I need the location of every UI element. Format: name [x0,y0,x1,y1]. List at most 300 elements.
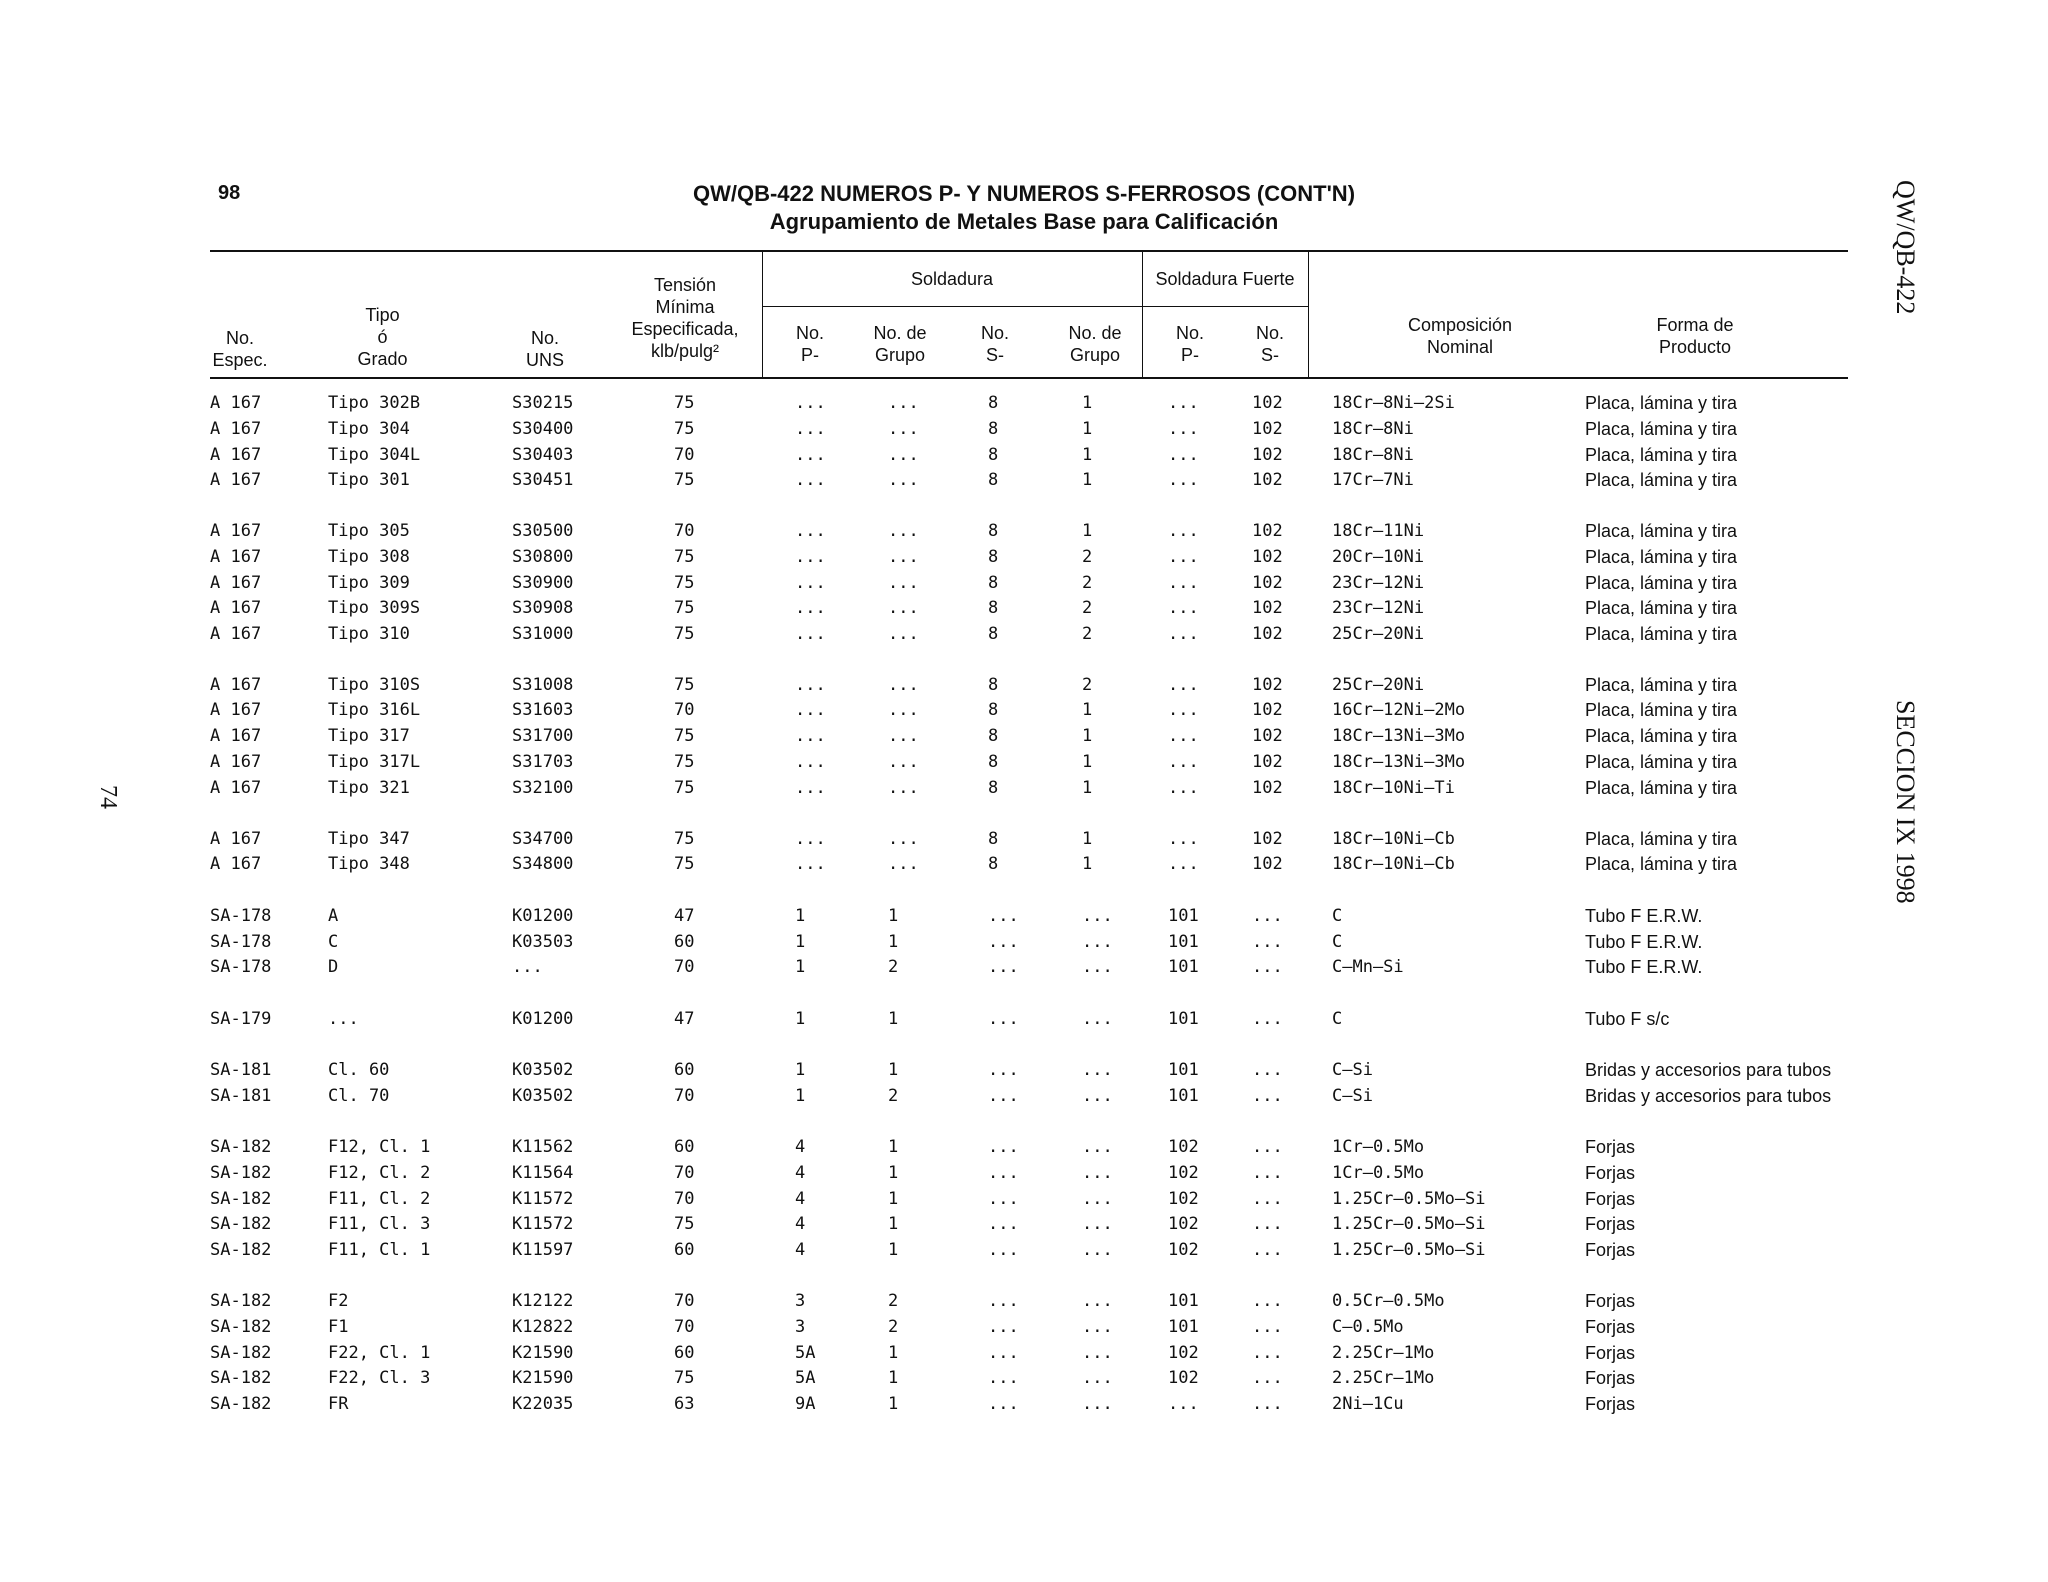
cell-s-group: ... [1082,1214,1113,1234]
cell-type: Tipo 347 [328,829,410,849]
cell-s-group: 2 [1082,547,1093,567]
cell-bs-no: ... [1252,1343,1283,1363]
cell-type: F1 [328,1317,349,1337]
cell-bp-no: 101 [1168,957,1199,977]
cell-p-group: ... [888,700,919,720]
cell-spec: A 167 [210,573,262,593]
cell-form: Placa, lámina y tira [1585,829,1738,849]
cell-uns: K21590 [512,1368,574,1388]
cell-p-no: 1 [795,932,806,952]
cell-type: Cl. 70 [328,1086,390,1106]
cell-tension: 70 [674,521,695,541]
cell-spec: SA-182 [210,1163,272,1183]
table-row [0,777,1850,799]
cell-form: Forjas [1585,1317,1636,1337]
cell-p-no: ... [795,726,826,746]
cell-form: Placa, lámina y tira [1585,675,1738,695]
cell-s-group: 1 [1082,752,1093,772]
cell-bp-no: ... [1168,726,1199,746]
cell-uns: K11572 [512,1214,574,1234]
cell-spec: A 167 [210,624,262,644]
cell-form: Forjas [1585,1368,1636,1388]
header-form [1580,314,1810,358]
table-row [0,520,1850,542]
cell-tension: 70 [674,445,695,465]
cell-p-group: 1 [888,932,899,952]
cell-composition: 0.5Cr–0.5Mo [1332,1291,1445,1311]
table-row [0,1008,1850,1030]
header-soldadura-fuerte: Soldadura Fuerte [1155,269,1295,289]
cell-bp-no: ... [1168,547,1199,567]
table-row [0,828,1850,850]
cell-spec: A 167 [210,521,262,541]
cell-spec: SA-182 [210,1343,272,1363]
cell-form: Placa, lámina y tira [1585,419,1738,439]
cell-bp-no: ... [1168,700,1199,720]
cell-s-no: 8 [988,726,999,746]
cell-s-group: 2 [1082,573,1093,593]
cell-spec: SA-182 [210,1368,272,1388]
cell-bp-no: 102 [1168,1137,1199,1157]
cell-bp-no: ... [1168,521,1199,541]
cell-spec: A 167 [210,700,262,720]
cell-type: A [328,906,339,926]
vline-3 [1308,252,1309,377]
cell-s-group: ... [1082,1240,1113,1260]
cell-s-no: 8 [988,624,999,644]
header-type-line-2: ó [377,327,388,347]
cell-tension: 63 [674,1394,695,1414]
cell-s-no: 8 [988,778,999,798]
table-row [0,931,1850,953]
cell-type: F12, Cl. 1 [328,1137,431,1157]
cell-type: Tipo 302B [328,393,421,413]
cell-uns: S34700 [512,829,574,849]
cell-s-no: ... [988,1189,1019,1209]
cell-type: Tipo 317 [328,726,410,746]
cell-composition: 18Cr–10Ni–Cb [1332,829,1455,849]
cell-type: F22, Cl. 3 [328,1368,431,1388]
cell-form: Placa, lámina y tira [1585,445,1738,465]
cell-s-group: 1 [1082,726,1093,746]
cell-type: Tipo 310S [328,675,421,695]
cell-spec: A 167 [210,598,262,618]
cell-form: Bridas y accesorios para tubos [1585,1060,1832,1080]
cell-spec: SA-181 [210,1060,272,1080]
cell-p-group: ... [888,573,919,593]
cell-type: F12, Cl. 2 [328,1163,431,1183]
cell-s-no: ... [988,1394,1019,1414]
table-row [0,469,1850,491]
side-section: SECCION IX 1998 [1891,700,1920,904]
cell-p-no: 1 [795,1060,806,1080]
cell-spec: A 167 [210,470,262,490]
cell-composition: C [1332,932,1343,952]
cell-tension: 60 [674,1137,695,1157]
cell-p-no: ... [795,547,826,567]
cell-s-group: 1 [1082,521,1093,541]
header-p-no-line-1: No. [795,323,824,343]
group-rule-soldadura [762,306,1308,307]
cell-p-group: ... [888,726,919,746]
cell-bp-no: 102 [1168,1214,1199,1234]
table-row [0,956,1850,978]
cell-s-no: ... [988,1368,1019,1388]
cell-p-no: 1 [795,906,806,926]
header-s-group-line-2: Grupo [1069,345,1121,365]
cell-uns: K01200 [512,1009,574,1029]
cell-type: ... [328,1009,359,1029]
cell-bs-no: 102 [1252,470,1283,490]
cell-p-no: 4 [795,1137,806,1157]
cell-s-no: ... [988,1214,1019,1234]
cell-form: Forjas [1585,1240,1636,1260]
cell-spec: A 167 [210,726,262,746]
cell-p-no: 4 [795,1189,806,1209]
cell-p-no: 3 [795,1291,806,1311]
cell-type: Tipo 309 [328,573,410,593]
header-bp-no-line-2: P- [1181,345,1199,365]
header-uns-line-1: No. [530,328,559,348]
cell-bp-no: ... [1168,752,1199,772]
cell-tension: 47 [674,906,695,926]
cell-p-no: 5A [795,1343,816,1363]
cell-p-group: ... [888,598,919,618]
header-p-group [860,322,940,366]
cell-spec: A 167 [210,829,262,849]
cell-uns: S31000 [512,624,574,644]
cell-uns: S30500 [512,521,574,541]
cell-tension: 75 [674,470,695,490]
side-title: QW/QB-422 [1891,180,1920,315]
cell-bs-no: ... [1252,1060,1283,1080]
cell-type: Tipo 301 [328,470,410,490]
cell-bs-no: 102 [1252,521,1283,541]
cell-tension: 70 [674,1317,695,1337]
cell-tension: 75 [674,624,695,644]
cell-uns: S31008 [512,675,574,695]
cell-bs-no: ... [1252,1137,1283,1157]
cell-composition: 18Cr–10Ni–Cb [1332,854,1455,874]
cell-type: Tipo 308 [328,547,410,567]
cell-type: FR [328,1394,349,1414]
cell-form: Placa, lámina y tira [1585,393,1738,413]
cell-bp-no: ... [1168,419,1199,439]
cell-form: Tubo F E.R.W. [1585,957,1703,977]
cell-bs-no: ... [1252,1189,1283,1209]
cell-form: Forjas [1585,1137,1636,1157]
cell-composition: C [1332,1009,1343,1029]
header-s-group [1055,322,1135,366]
header-tension [610,274,760,362]
cell-s-no: 8 [988,675,999,695]
cell-composition: 23Cr–12Ni [1332,573,1425,593]
cell-uns: S30900 [512,573,574,593]
header-composition-line-1: Composición [1407,315,1513,335]
cell-uns: K11564 [512,1163,574,1183]
cell-tension: 70 [674,700,695,720]
cell-uns: K01200 [512,906,574,926]
cell-uns: S34800 [512,854,574,874]
cell-uns: S32100 [512,778,574,798]
cell-bs-no: ... [1252,1214,1283,1234]
cell-uns: S30400 [512,419,574,439]
cell-tension: 75 [674,1368,695,1388]
cell-bs-no: ... [1252,1240,1283,1260]
header-bp-no-line-1: No. [1175,323,1204,343]
cell-composition: C–Mn–Si [1332,957,1404,977]
cell-form: Forjas [1585,1394,1636,1414]
cell-composition: 2.25Cr–1Mo [1332,1343,1435,1363]
cell-s-group: ... [1082,1009,1113,1029]
cell-spec: SA-182 [210,1214,272,1234]
cell-s-no: 8 [988,598,999,618]
table-row [0,674,1850,696]
table-row [0,1342,1850,1364]
cell-type: F22, Cl. 1 [328,1343,431,1363]
cell-tension: 60 [674,1343,695,1363]
header-s-group-line-1: No. de [1068,323,1122,343]
cell-p-no: 5A [795,1368,816,1388]
cell-bp-no: ... [1168,598,1199,618]
cell-p-group: 1 [888,1137,899,1157]
cell-spec: A 167 [210,419,262,439]
cell-s-group: 1 [1082,445,1093,465]
cell-p-group: ... [888,445,919,465]
cell-form: Placa, lámina y tira [1585,854,1738,874]
header-type-line-3: Grado [357,349,408,369]
table-row [0,751,1850,773]
cell-s-group: 2 [1082,624,1093,644]
cell-type: Tipo 304L [328,445,421,465]
cell-tension: 60 [674,1240,695,1260]
cell-composition: 1.25Cr–0.5Mo–Si [1332,1214,1486,1234]
cell-s-no: ... [988,1163,1019,1183]
cell-tension: 47 [674,1009,695,1029]
cell-s-no: ... [988,1137,1019,1157]
header-bs-no [1240,322,1300,366]
cell-s-group: ... [1082,1394,1113,1414]
cell-form: Bridas y accesorios para tubos [1585,1086,1832,1106]
cell-bs-no: ... [1252,1086,1283,1106]
cell-s-no: 8 [988,419,999,439]
cell-uns: K03503 [512,932,574,952]
table-row [0,1085,1850,1107]
table-row [0,597,1850,619]
cell-uns: S31703 [512,752,574,772]
cell-composition: 1.25Cr–0.5Mo–Si [1332,1240,1486,1260]
table-row [0,572,1850,594]
cell-form: Forjas [1585,1343,1636,1363]
cell-form: Forjas [1585,1163,1636,1183]
header-type [330,304,435,370]
cell-p-no: ... [795,419,826,439]
cell-bs-no: 102 [1252,419,1283,439]
cell-tension: 75 [674,854,695,874]
cell-s-group: ... [1082,1060,1113,1080]
cell-s-group: ... [1082,1137,1113,1157]
cell-composition: 1Cr–0.5Mo [1332,1137,1425,1157]
cell-type: Tipo 305 [328,521,410,541]
table-row [0,1213,1850,1235]
cell-s-group: ... [1082,1343,1113,1363]
page-subtitle: Agrupamiento de Metales Base para Calificación [769,209,1279,234]
cell-p-no: 3 [795,1317,806,1337]
cell-spec: SA-182 [210,1137,272,1157]
cell-bs-no: 102 [1252,829,1283,849]
cell-spec: SA-178 [210,932,272,952]
cell-bp-no: ... [1168,675,1199,695]
table-row [0,444,1850,466]
header-p-no-line-2: P- [801,345,819,365]
header-uns-line-2: UNS [525,350,564,370]
cell-s-group: ... [1082,1163,1113,1183]
cell-form: Placa, lámina y tira [1585,521,1738,541]
table-row [0,546,1850,568]
header-bs-no-line-2: S- [1261,345,1279,365]
cell-bp-no: ... [1168,624,1199,644]
cell-bs-no: ... [1252,957,1283,977]
cell-s-group: 1 [1082,829,1093,849]
cell-spec: SA-178 [210,906,272,926]
cell-bs-no: ... [1252,1368,1283,1388]
cell-tension: 60 [674,932,695,952]
table-row [0,905,1850,927]
cell-composition: 18Cr–8Ni–2Si [1332,393,1455,413]
cell-spec: SA-182 [210,1291,272,1311]
cell-uns: K11597 [512,1240,574,1260]
cell-bs-no: ... [1252,1317,1283,1337]
cell-type: C [328,932,339,952]
cell-form: Forjas [1585,1189,1636,1209]
cell-bs-no: ... [1252,932,1283,952]
cell-bp-no: ... [1168,1394,1199,1414]
cell-bs-no: 102 [1252,778,1283,798]
cell-p-no: ... [795,470,826,490]
header-tension-line-2: Mínima [655,297,715,317]
cell-tension: 75 [674,778,695,798]
cell-p-group: ... [888,829,919,849]
cell-p-no: ... [795,778,826,798]
cell-tension: 75 [674,419,695,439]
cell-uns: S30215 [512,393,574,413]
cell-form: Placa, lámina y tira [1585,624,1738,644]
cell-s-no: ... [988,932,1019,952]
cell-composition: 18Cr–8Ni [1332,445,1414,465]
cell-p-no: ... [795,598,826,618]
cell-s-group: 2 [1082,598,1093,618]
cell-composition: 18Cr–8Ni [1332,419,1414,439]
cell-composition: 23Cr–12Ni [1332,598,1425,618]
cell-p-group: 1 [888,906,899,926]
cell-tension: 75 [674,598,695,618]
cell-s-group: ... [1082,957,1113,977]
cell-form: Placa, lámina y tira [1585,547,1738,567]
cell-bp-no: 102 [1168,1343,1199,1363]
cell-form: Forjas [1585,1214,1636,1234]
header-form-line-1: Forma de [1656,315,1734,335]
table-row [0,1367,1850,1389]
table-row [0,623,1850,645]
cell-s-no: ... [988,1060,1019,1080]
header-bp-no [1160,322,1220,366]
cell-spec: SA-182 [210,1240,272,1260]
cell-p-no: ... [795,445,826,465]
cell-form: Tubo F E.R.W. [1585,906,1703,926]
cell-s-no: 8 [988,854,999,874]
cell-s-group: ... [1082,1291,1113,1311]
cell-bs-no: 102 [1252,393,1283,413]
cell-type: Tipo 309S [328,598,421,618]
header-spec [205,327,275,371]
header-tension-line-4: klb/pulg² [650,341,720,361]
cell-p-group: ... [888,547,919,567]
cell-p-group: 1 [888,1163,899,1183]
cell-bs-no: 102 [1252,624,1283,644]
cell-form: Placa, lámina y tira [1585,598,1738,618]
table-row [0,1059,1850,1081]
cell-p-no: ... [795,700,826,720]
cell-p-group: 1 [888,1394,899,1414]
cell-p-group: 2 [888,957,899,977]
cell-p-group: 1 [888,1060,899,1080]
cell-tension: 70 [674,957,695,977]
cell-form: Placa, lámina y tira [1585,470,1738,490]
cell-p-no: ... [795,752,826,772]
cell-bp-no: ... [1168,470,1199,490]
cell-type: F11, Cl. 1 [328,1240,431,1260]
cell-s-no: ... [988,1240,1019,1260]
cell-spec: SA-179 [210,1009,272,1029]
cell-composition: 1.25Cr–0.5Mo–Si [1332,1189,1486,1209]
cell-bs-no: 102 [1252,854,1283,874]
cell-p-group: ... [888,521,919,541]
cell-bp-no: 101 [1168,1086,1199,1106]
cell-tension: 75 [674,547,695,567]
cell-spec: SA-182 [210,1394,272,1414]
cell-p-group: ... [888,778,919,798]
cell-uns: S31603 [512,700,574,720]
cell-form: Placa, lámina y tira [1585,700,1738,720]
cell-p-group: ... [888,675,919,695]
cell-tension: 70 [674,1086,695,1106]
cell-form: Placa, lámina y tira [1585,726,1738,746]
cell-s-group: ... [1082,1086,1113,1106]
cell-composition: 16Cr–12Ni–2Mo [1332,700,1466,720]
cell-bs-no: ... [1252,1291,1283,1311]
cell-p-group: 1 [888,1009,899,1029]
cell-bp-no: 101 [1168,932,1199,952]
header-form-line-2: Producto [1658,337,1732,357]
cell-tension: 75 [674,1214,695,1234]
cell-s-group: 1 [1082,700,1093,720]
cell-s-group: 1 [1082,470,1093,490]
cell-s-group: 1 [1082,778,1093,798]
cell-s-no: 8 [988,393,999,413]
cell-spec: SA-182 [210,1317,272,1337]
cell-s-no: ... [988,1086,1019,1106]
table-row [0,418,1850,440]
cell-tension: 75 [674,573,695,593]
cell-type: Tipo 316L [328,700,421,720]
cell-composition: 18Cr–13Ni–3Mo [1332,726,1466,746]
cell-p-no: 4 [795,1214,806,1234]
cell-p-no: 9A [795,1394,816,1414]
cell-bs-no: 102 [1252,547,1283,567]
cell-type: Tipo 304 [328,419,410,439]
cell-bs-no: ... [1252,1394,1283,1414]
header-soldadura: Soldadura [910,269,994,289]
